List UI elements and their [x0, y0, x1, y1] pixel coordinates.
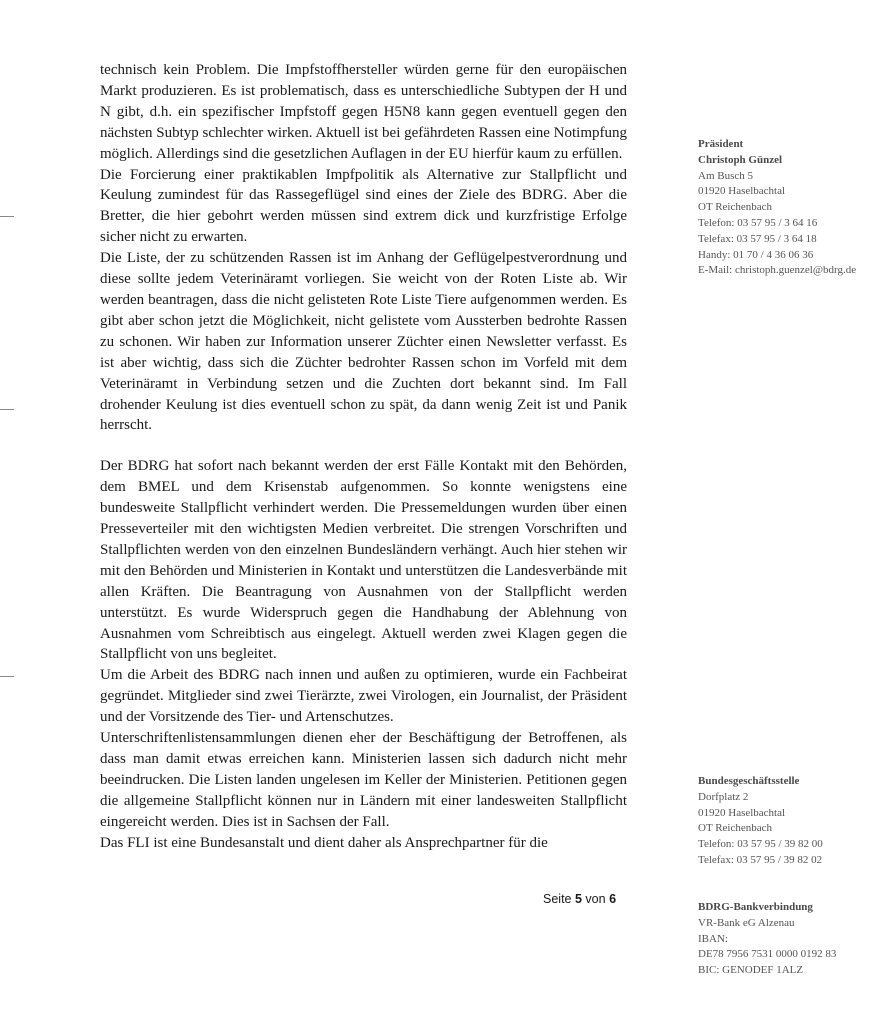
body-text [100, 60, 627, 854]
paragraph: Die Forcierung einer praktikablen Impfpolitik als Alternative zur Stallpflicht und Keulung zumindest für das Rassegeflügel sind eines der Ziele des BDRG. Aber die Bretter, die hier gebohrt werden müssen sind extrem dick und kurzfristige Erfolge sicher nicht zu erwarten. [100, 166, 627, 246]
fax-line: Telefax: 03 57 95 / 3 64 18 [698, 232, 817, 245]
address-line: Dorfplatz 2 [698, 790, 749, 803]
address-line: Am Busch 5 [698, 169, 753, 182]
bic-line: BIC: GENODEF 1ALZ [698, 964, 804, 977]
iban-value: DE78 7956 7531 0000 0192 83 [698, 948, 837, 961]
punch-mark [0, 409, 14, 410]
phone-line: Telefon: 03 57 95 / 39 82 00 [698, 838, 823, 851]
fold-mark [0, 216, 14, 217]
office-title: Bundesgeschäftsstelle [698, 775, 800, 787]
bank-title: BDRG-Bankverbindung [698, 901, 813, 913]
page-number [543, 892, 616, 906]
president-contact [698, 137, 893, 279]
paragraph: Die Liste, der zu schützenden Rassen ist im Anhang der Geflügelpestverordnung und diese sollte jedem Veterinäramt vorliegen. Sie weicht von der Roten Liste ab. Wir werden beantragen, dass die nicht gelisteten Rote Liste Tiere aufgenommen werden. Es gibt aber schon jetzt die Möglichkeit, nicht gelistete vom Aussterben bedrohte Rassen zu schonen. Wir haben zur Information unserer Züchter einen Newsletter verfasst. Es ist aber wichtig, dass sich die Züchter bedrohter Rassen schon im Vorfeld mit dem Veterinäramt in Verbindung setzen und die Zuchten dort bekannt sind. Im Fall drohender Keulung ist dies eventuell schon zu spät, da dann wenig Zeit ist und Panik herrscht. [100, 250, 627, 434]
paragraph: Unterschriftenlistensammlungen dienen eher der Beschäftigung der Betroffenen, als dass man damit etwas erreichen kann. Ministerien lassen sich dadurch nicht mehr beeindrucken. Die Listen landen ungelesen im Keller der Ministerien. Petitionen gegen die allgemeine Stallpflicht können nur in Ländern mit einer landesweiten Stallpflicht eingereicht werden. Dies ist in Sachsen der Fall. [100, 730, 627, 830]
fax-line: Telefax: 03 57 95 / 39 82 02 [698, 853, 823, 866]
paragraph: Um die Arbeit des BDRG nach innen und außen zu optimieren, wurde ein Fachbeirat gegründet. Mitglieder sind zwei Tierärzte, zwei Virologen, ein Journalist, der Präsident und der Vorsitzende des Tier- und Artenschutzes. [100, 667, 627, 726]
bank-name: VR-Bank eG Alzenau [698, 916, 795, 929]
paragraph: Der BDRG hat sofort nach bekannt werden der erst Fälle Kontakt mit den Behörden, dem BMEL und dem Krisenstab aufgenommen. So konnte wenigstens eine bundesweite Stallpflicht verhindert werden. Die Pressemeldungen wurden über einen Presseverteiler mit den wichtigsten Medien verbreitet. Die strengen Vorschriften und Stallpflichten werden von den einzelnen Bundesländern verhängt. Auch hier stehen wir mit den Behörden und Ministerien in Kontakt und unterstützen die Landesverbände mit allen Kräften. Die Beantragung von Ausnahmen von der Stallpflicht werden unterstützt. Es wurde Widerspruch gegen die Handhabung der Ablehnung von Ausnahmen vom Schreibtisch aus eingelegt. Aktuell werden zwei Klagen gegen die Stallpflicht von uns begleitet. [100, 458, 627, 663]
address-line: 01920 Haselbachtal [698, 185, 786, 198]
page-total: 6 [609, 892, 617, 906]
page-current: 5 [574, 892, 582, 906]
address-line: OT Reichenbach [698, 201, 773, 214]
email-line: E-Mail: christoph.guenzel@bdrg.de [698, 264, 857, 277]
paragraph: Das FLI ist eine Bundesanstalt und dient daher als Ansprechpartner für die [100, 834, 548, 851]
address-line: 01920 Haselbachtal [698, 806, 786, 819]
fold-mark [0, 676, 14, 677]
office-contact [698, 774, 893, 869]
bank-details [698, 900, 893, 979]
page-sep: von [585, 892, 606, 906]
paragraph: technisch kein Problem. Die Impfstoffhersteller würden gerne für den europäischen Markt produzieren. Es ist problematisch, dass es unterschiedliche Subtypen der H und N gibt, d.h. ein spezifischer Impfstoff gegen H5N8 kann gegen eventuell gegen den nächsten Subtyp schlechter wirken. Aktuell ist bei gefährdeten Rassen eine Notimpfung möglich. Allerdings sind die gesetzlichen Auflagen in der EU hierfür kaum zu erfüllen. [100, 62, 627, 162]
iban-label: IBAN: [698, 932, 728, 945]
page-label: Seite [543, 892, 572, 906]
mobile-line: Handy: 01 70 / 4 36 06 36 [698, 248, 814, 261]
phone-line: Telefon: 03 57 95 / 3 64 16 [698, 216, 818, 229]
address-line: OT Reichenbach [698, 822, 773, 835]
president-name: Christoph Günzel [698, 153, 783, 166]
president-title: Präsident [698, 138, 744, 150]
